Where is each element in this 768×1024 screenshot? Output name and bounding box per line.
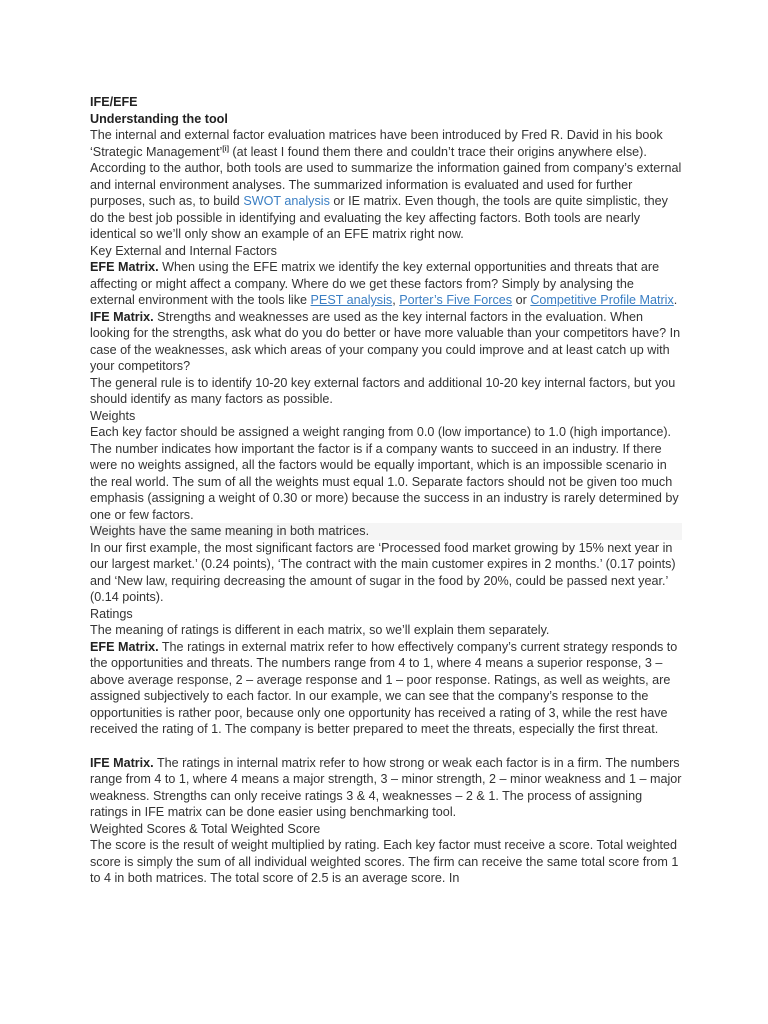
general-rule-paragraph: The general rule is to identify 10-20 key external factors and additional 10-20 key internal factors, but you should identify as many factors as possible.: [90, 375, 676, 406]
efe-ratings-text: The ratings in external matrix refer to how effectively company’s current strategy responds to the opportunities and threats. The numbers range from 4 to 1, where 4 means a superior response, 3 – above average response, 2 – average response and 1 – poor response. Ratings, as well as weights, are assigned subjectively to each factor. In our example, we can see that the company’s response to the opportunities is rather poor, because only one opportunity has received a rating of 3, while the rest have received the rating of 1. The company is better prepared to meet the threats, especially the first threat.: [90, 639, 678, 736]
intro-paragraph: [90, 127, 682, 243]
document-subtitle: Understanding the tool: [90, 111, 228, 126]
efe-label: EFE Matrix.: [90, 260, 159, 274]
ife-factors-paragraph: [90, 309, 682, 375]
document-title: IFE/EFE: [90, 95, 138, 109]
section-heading-weights: Weights: [90, 408, 136, 423]
section-heading-key-factors: Key External and Internal Factors: [90, 243, 277, 258]
swot-analysis-link[interactable]: SWOT analysis: [243, 194, 330, 208]
period: .: [673, 293, 678, 307]
section-heading-scores: Weighted Scores & Total Weighted Score: [90, 821, 321, 836]
ife-ratings-text: The ratings in internal matrix refer to how strong or weak each factor is in a firm. The numbers range from 4 to 1, where 4 means a major strength, 3 – minor strength, 2 – minor weakness and 1 – major weakness. Strengths can only receive ratings 3 & 4, weaknesses – 2 & 1. The process of assigning ratings in IFE matrix can be done easier using benchmarking tool.: [90, 755, 682, 819]
footnote-ref[interactable]: [i]: [222, 145, 229, 153]
ife-ratings-label: IFE Matrix.: [90, 755, 154, 770]
ife-label: IFE Matrix.: [90, 309, 154, 324]
weights-paragraph-1: Each key factor should be assigned a weight ranging from 0.0 (low importance) to 1.0 (high importance). The number indicates how important the factor is if a company wants to succeed in an industry. If there were no weights assigned, all the factors would be equally important, which is an impossible scenario in the real world. The sum of all the weights must equal 1.0. Separate factors should not be given too much emphasis (assigning a weight of 0.30 or more) because the success in an industry is rarely determined by one or few factors.: [90, 425, 679, 522]
efe-ratings-paragraph: [90, 639, 682, 738]
weights-paragraph-2: Weights have the same meaning in both matrices.: [90, 523, 682, 540]
paragraph-gap: [90, 738, 682, 755]
intro-text-2: (at least I found them there and couldn’t trace their origins anywhere else). According to the author, both tools are used to summarize the information gained from company’s external and internal environment analyses. The summarized information is evaluated and used for further purposes, such as, to build: [90, 144, 682, 208]
efe-factors-text: When using the EFE matrix we identify the key external opportunities and threats that are affecting or might affect a company. Where do we get these factors from? Simply by analysing the external environment with the tools like: [90, 260, 660, 307]
separator: or: [512, 293, 531, 307]
section-heading-ratings: Ratings: [90, 606, 133, 621]
pest-analysis-link[interactable]: PEST analysis: [310, 293, 393, 307]
intro-text-1: The internal and external factor evaluation matrices have been introduced by Fred R. David in his book ‘Strategic Management’: [90, 128, 663, 159]
efe-factors-paragraph: [90, 259, 682, 309]
document-body: [90, 94, 682, 887]
ife-factors-text: Strengths and weaknesses are used as the key internal factors in the evaluation. When looking for the strengths, ask what do you do better or have more valuable than your competitors have? In case of the weaknesses, ask which areas of your company you could improve and at least catch up with your competitors?: [90, 309, 681, 373]
intro-text-3: or IE matrix. Even though, the tools are quite simplistic, they do the best job possible in identifying and evaluating the key affecting factors. Both tools are nearly identical so we’ll only show an example of an EFE matrix right now.: [90, 194, 668, 241]
weights-paragraph-3: In our first example, the most significant factors are ‘Processed food market growing by 15% next year in our largest market.’ (0.24 points), ‘The contract with the main customer expires in 2 months.’ (0.17 points) and ‘New law, requiring decreasing the amount of sugar in the food by 20%, could be passed next year.’ (0.14 points).: [90, 540, 676, 604]
scores-paragraph-1: The score is the result of weight multiplied by rating. Each key factor must receive a score. Total weighted score is simply the sum of all individual weighted scores. The firm can receive the same total score from 1 to 4 in both matrices. The total score of 2.5 is an average score. In: [90, 838, 679, 885]
porters-five-forces-link[interactable]: Porter’s Five Forces: [399, 293, 513, 307]
ratings-intro-paragraph: The meaning of ratings is different in each matrix, so we’ll explain them separately.: [90, 623, 550, 637]
ife-ratings-paragraph: [90, 755, 682, 821]
competitive-profile-matrix-link[interactable]: Competitive Profile Matrix: [530, 293, 674, 307]
separator: ,: [392, 293, 400, 307]
efe-ratings-label: EFE Matrix.: [90, 639, 159, 654]
